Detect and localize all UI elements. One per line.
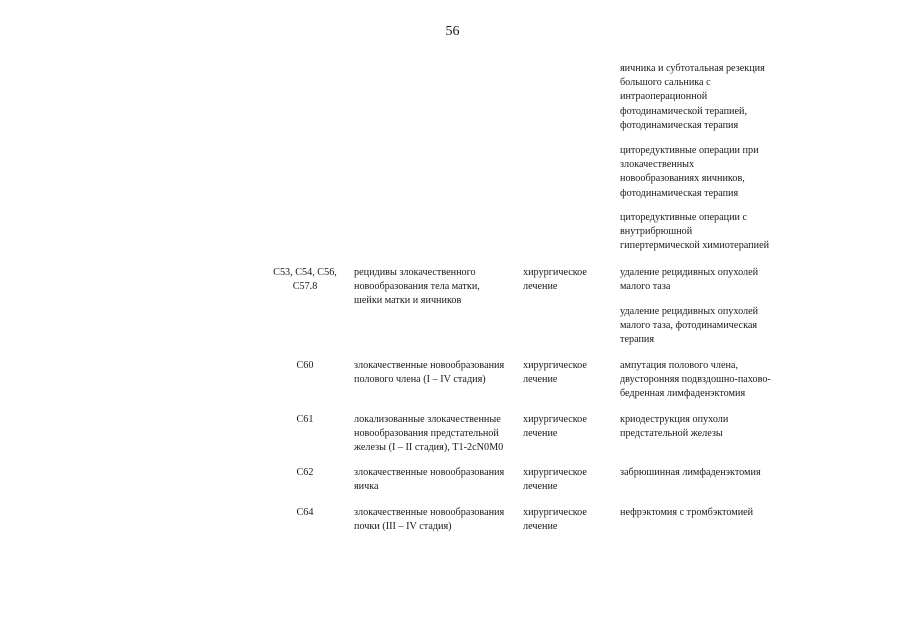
- diagnosis-line: яичка: [354, 481, 379, 493]
- code-line: С60: [296, 360, 314, 371]
- treatment-cell: [523, 359, 587, 387]
- diagnosis-line: злокачественные новообразования: [354, 507, 505, 518]
- treatment-line: хирургическое: [523, 507, 587, 518]
- diagnosis-line: новообразования предстательной: [354, 428, 499, 440]
- code-line: С62: [296, 467, 314, 478]
- method-line: фотодинамическая терапия: [620, 187, 739, 199]
- treatment-line: хирургическое: [523, 267, 587, 278]
- method-cell: [620, 359, 771, 402]
- diagnosis-cell: [354, 466, 504, 494]
- method-line: циторедуктивные операции с: [620, 212, 748, 223]
- diagnosis-line: локализованные злокачественные: [354, 414, 501, 425]
- diagnosis-line: злокачественные новообразования: [354, 360, 505, 371]
- method-line: новообразованиях яичников,: [620, 173, 745, 185]
- treatment-cell: [523, 266, 587, 294]
- method-line: малого таза, фотодинамическая: [620, 320, 758, 332]
- treatment-cell: [523, 506, 587, 534]
- code-line: С64: [296, 507, 314, 518]
- treatment-line: лечение: [523, 428, 558, 440]
- treatment-line: хирургическое: [523, 414, 587, 425]
- diagnosis-line: шейки матки и яичников: [354, 295, 462, 307]
- treatment-line: лечение: [523, 481, 558, 493]
- diagnosis-cell: [354, 359, 504, 387]
- method-cell: [620, 305, 758, 348]
- diagnosis-line: железы (I – II стадия), T1-2cN0M0: [354, 442, 504, 454]
- diagnosis-line: новообразования тела матки,: [354, 281, 480, 293]
- method-line: удаление рецидивных опухолей: [620, 267, 759, 278]
- treatment-line: лечение: [523, 521, 558, 533]
- diagnosis-line: полового члена (I – IV стадия): [354, 374, 486, 386]
- method-line: забрюшинная лимфаденэктомия: [620, 467, 761, 478]
- method-cell: [620, 62, 765, 133]
- method-line: терапия: [620, 334, 655, 346]
- page-number: 56: [445, 24, 460, 39]
- diagnosis-line: почки (III – IV стадия): [354, 521, 452, 533]
- treatment-line: лечение: [523, 374, 558, 386]
- method-line: предстательной железы: [620, 428, 723, 440]
- treatment-line: хирургическое: [523, 467, 587, 478]
- method-line: бедренная лимфаденэктомия: [620, 388, 746, 400]
- method-line: интраоперационной: [620, 91, 708, 103]
- treatment-line: хирургическое: [523, 360, 587, 371]
- method-cell: [620, 211, 769, 254]
- method-line: нефрэктомия с тромбэктомией: [620, 507, 754, 518]
- method-cell: [620, 466, 761, 480]
- method-line: гипертермической химиотерапией: [620, 240, 770, 252]
- method-cell: [620, 144, 759, 201]
- treatment-cell: [523, 466, 587, 494]
- method-line: двусторонняя подвздошно-пахово-: [620, 374, 771, 386]
- method-cell: [620, 506, 753, 520]
- diagnosis-cell: [354, 266, 480, 309]
- treatment-line: лечение: [523, 281, 558, 293]
- method-line: циторедуктивные операции при: [620, 145, 759, 156]
- code-line: С53, С54, С56,: [273, 267, 337, 278]
- method-line: фотодинамическая терапия: [620, 119, 739, 131]
- diagnosis-line: злокачественные новообразования: [354, 467, 505, 478]
- diagnosis-cell: [354, 506, 504, 534]
- code-line: С61: [296, 414, 314, 425]
- method-cell: [620, 413, 728, 441]
- code-cell: [262, 413, 348, 427]
- method-line: фотодинамической терапией,: [620, 105, 748, 117]
- code-cell: [262, 466, 348, 480]
- treatment-cell: [523, 413, 587, 441]
- method-line: ампутация полового члена,: [620, 360, 738, 371]
- diagnosis-line: рецидивы злокачественного: [354, 267, 476, 278]
- method-line: криодеструкция опухоли: [620, 414, 729, 425]
- method-line: удаление рецидивных опухолей: [620, 306, 759, 317]
- code-cell: [262, 266, 348, 294]
- code-cell: [262, 506, 348, 520]
- method-line: злокачественных: [620, 159, 695, 171]
- diagnosis-cell: [354, 413, 503, 456]
- method-line: яичника и субтотальная резекция: [620, 63, 765, 74]
- code-line: С57.8: [292, 281, 318, 293]
- method-cell: [620, 266, 758, 294]
- method-line: малого таза: [620, 281, 671, 293]
- method-line: внутрибрюшной: [620, 226, 693, 238]
- method-line: большого сальника с: [620, 77, 711, 89]
- code-cell: [262, 359, 348, 373]
